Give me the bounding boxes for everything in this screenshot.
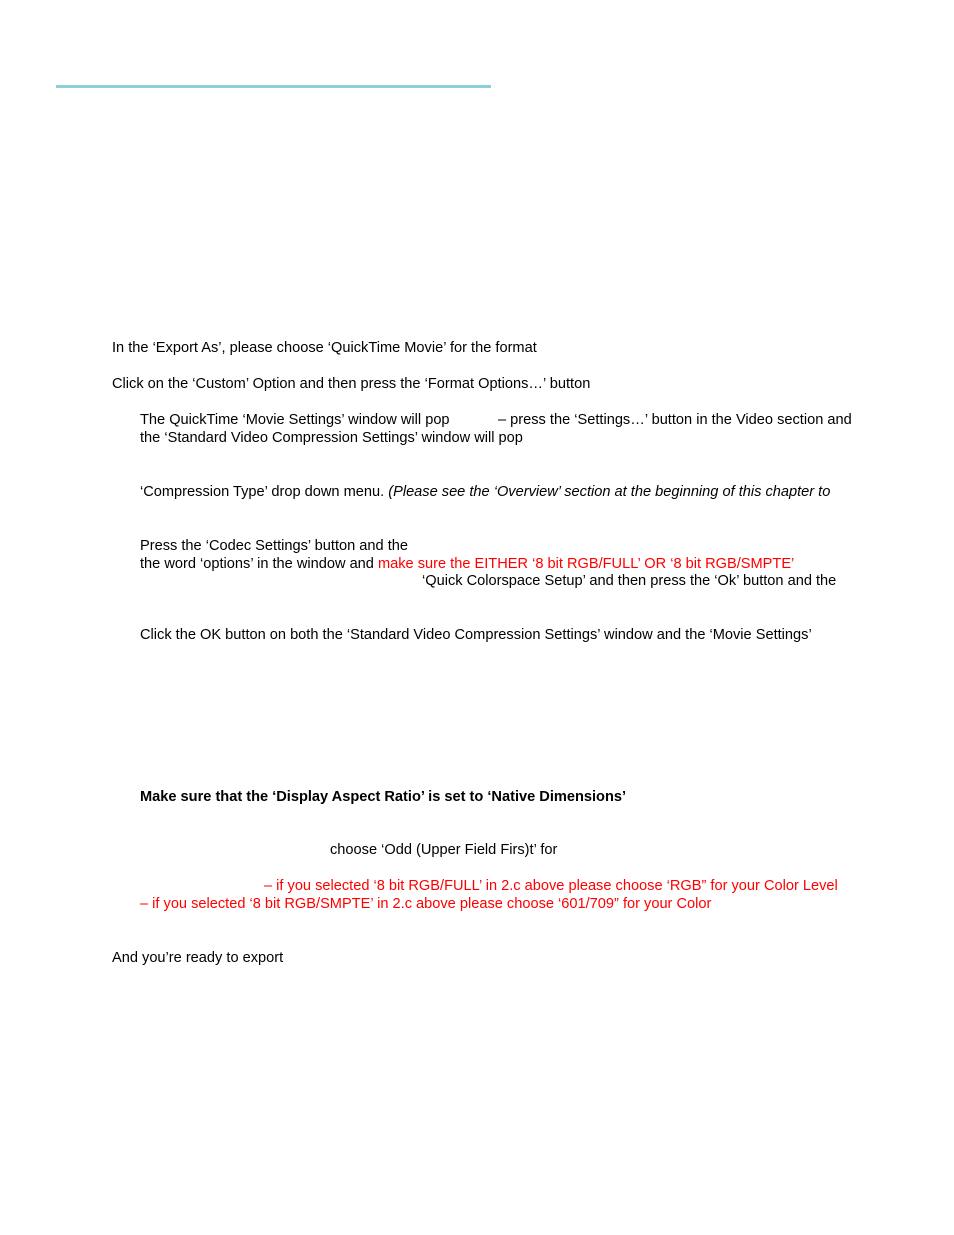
step-click-ok: Click the OK button on both the ‘Standard Video Compression Settings’ window and the ‘Movie Settings’ xyxy=(140,627,812,643)
step-movie-settings-c: the ‘Standard Video Compression Settings’ window will pop xyxy=(140,430,523,446)
compression-type-text: ‘Compression Type’ drop down menu. xyxy=(140,484,385,500)
step-ready: And you’re ready to export xyxy=(112,950,284,966)
step-compression-type xyxy=(140,483,830,501)
header-rule xyxy=(56,85,491,88)
step-export-as: In the ‘Export As’, please choose ‘QuickTime Movie’ for the format xyxy=(112,340,537,356)
note-rgb-smpte: – if you selected ‘8 bit RGB/SMPTE’ in 2.c above please choose ‘601/709” for your Color xyxy=(140,896,712,912)
make-sure-either-warning: make sure the EITHER ‘8 bit RGB/FULL’ OR ‘8 bit RGB/SMPTE’ xyxy=(377,556,795,572)
compression-note: (Please see the ‘Overview’ section at the beginning of this chapter to xyxy=(388,484,831,500)
step-display-aspect: Make sure that the ‘Display Aspect Ratio’ is set to ‘Native Dimensions’ xyxy=(140,789,627,805)
step-movie-settings-a: The QuickTime ‘Movie Settings’ window will pop xyxy=(140,412,450,428)
step-codec-settings: Press the ‘Codec Settings’ button and the xyxy=(140,538,408,554)
note-rgb-full: – if you selected ‘8 bit RGB/FULL’ in 2.c above please choose ‘RGB” for your Color Level xyxy=(264,878,838,894)
options-word-text: the word ‘options’ in the window and xyxy=(140,556,374,572)
step-quick-colorspace: ‘Quick Colorspace Setup’ and then press the ‘Ok’ button and the xyxy=(422,573,837,589)
step-options-word xyxy=(140,555,794,573)
step-movie-settings-b: – press the ‘Settings…’ button in the Video section and xyxy=(498,412,852,428)
step-custom-option: Click on the ‘Custom’ Option and then press the ‘Format Options…’ button xyxy=(112,376,591,392)
step-field-order: choose ‘Odd (Upper Field Firs)t’ for xyxy=(330,842,558,858)
